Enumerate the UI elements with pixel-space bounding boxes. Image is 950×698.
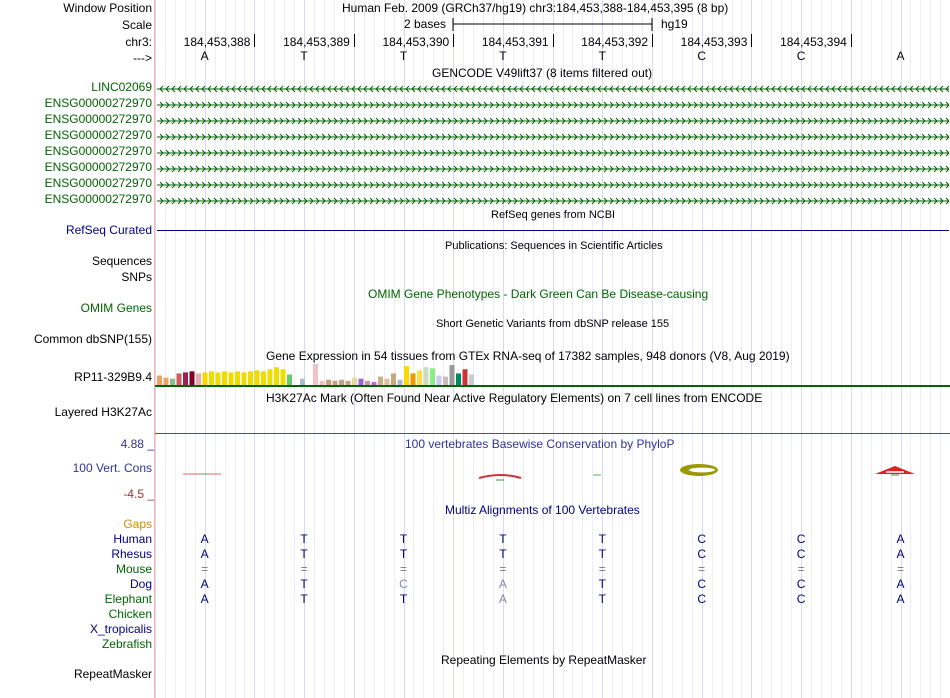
- multiz-base: A: [200, 577, 209, 591]
- multiz-species-label[interactable]: Zebrafish: [101, 637, 152, 651]
- multiz-base: A: [200, 592, 209, 606]
- multiz-base: =: [797, 562, 805, 576]
- multiz-base: A: [200, 547, 209, 561]
- ruler-position: 184,453,390: [382, 35, 450, 49]
- gencode-gene-label[interactable]: ENSG00000272970: [44, 128, 152, 142]
- gene-strand-arrows: [157, 196, 949, 206]
- gtex-tissue-bar[interactable]: [281, 369, 286, 385]
- multiz-base: C: [796, 592, 806, 606]
- gtex-tissue-bar[interactable]: [255, 370, 260, 385]
- gtex-tissue-bar[interactable]: [268, 369, 273, 385]
- multiz-track-title[interactable]: Multiz Alignments of 100 Vertebrates: [445, 503, 640, 517]
- scale-bar: [452, 17, 656, 33]
- gtex-tissue-bar[interactable]: [248, 371, 253, 385]
- gtex-tissue-bar[interactable]: [183, 372, 188, 385]
- h3k27ac-baseline: [155, 433, 950, 434]
- reference-base: C: [796, 49, 806, 63]
- ruler-position: 184,453,393: [680, 35, 748, 49]
- multiz-species-label[interactable]: Chicken: [108, 607, 152, 621]
- gtex-expression-bars[interactable]: [155, 364, 535, 386]
- multiz-base: A: [200, 532, 209, 546]
- multiz-base: C: [796, 547, 806, 561]
- gencode-gene-label[interactable]: ENSG00000272970: [44, 176, 152, 190]
- multiz-base: =: [598, 562, 606, 576]
- multiz-base: T: [598, 592, 606, 606]
- reference-base: T: [499, 49, 507, 63]
- gtex-tissue-bar[interactable]: [287, 375, 292, 386]
- window-position-label: Window Position: [63, 1, 152, 15]
- conservation-track-title[interactable]: 100 vertebrates Basewise Conservation by PhyloP: [405, 437, 675, 451]
- reference-base: C: [697, 49, 707, 63]
- reference-base: A: [896, 49, 905, 63]
- ruler-tick: [453, 34, 454, 47]
- multiz-base: T: [598, 577, 606, 591]
- repeatmasker-track-title[interactable]: Repeating Elements by RepeatMasker: [441, 653, 647, 667]
- multiz-base: =: [698, 562, 706, 576]
- gtex-tissue-bar[interactable]: [404, 366, 409, 385]
- multiz-base: C: [697, 592, 707, 606]
- gtex-tissue-bar[interactable]: [196, 373, 201, 385]
- gene-strand-arrows: [157, 100, 949, 110]
- gtex-tissue-bar[interactable]: [430, 368, 435, 385]
- gencode-gene-row[interactable]: [157, 83, 949, 93]
- gtex-tissue-bar[interactable]: [469, 375, 474, 386]
- scale-text: 2 bases: [404, 17, 447, 31]
- multiz-base: T: [399, 532, 408, 546]
- gene-strand-arrows: [157, 180, 949, 190]
- gtex-tissue-bar[interactable]: [313, 364, 318, 385]
- chrom-label: chr3:: [125, 35, 152, 49]
- multiz-base: C: [796, 532, 806, 546]
- gtex-tissue-bar[interactable]: [391, 373, 396, 385]
- scale-assembly: hg19: [661, 17, 688, 31]
- h3k27ac-label[interactable]: Layered H3K27Ac: [54, 405, 152, 419]
- multiz-base: C: [399, 577, 408, 591]
- multiz-species-label[interactable]: Mouse: [115, 562, 152, 576]
- gencode-gene-label[interactable]: LINC02069: [91, 80, 152, 94]
- gencode-gene-label[interactable]: ENSG00000272970: [44, 112, 152, 126]
- gencode-gene-label[interactable]: ENSG00000272970: [44, 160, 152, 174]
- gencode-gene-label[interactable]: ENSG00000272970: [44, 192, 152, 206]
- multiz-base: T: [300, 592, 308, 606]
- gtex-tissue-bar[interactable]: [274, 367, 279, 385]
- conservation-logo[interactable]: [155, 455, 950, 485]
- publications-sequences-label[interactable]: Sequences: [91, 254, 152, 268]
- dbsnp-label[interactable]: Common dbSNP(155): [33, 332, 152, 346]
- ruler-position: 184,453,391: [481, 35, 549, 49]
- gene-strand-arrows: [157, 164, 949, 174]
- multiz-base: A: [896, 592, 905, 606]
- multiz-base: T: [399, 592, 408, 606]
- multiz-base: T: [499, 532, 507, 546]
- reference-base: T: [300, 49, 308, 63]
- conservation-max-label: 4.88 _: [120, 437, 154, 451]
- gtex-track-title[interactable]: Gene Expression in 54 tissues from GTEx RNA-seq of 17382 samples, 948 donors (V8, Aug 2019): [266, 349, 790, 363]
- scale-label: Scale: [121, 18, 152, 32]
- repeatmasker-label[interactable]: RepeatMasker: [73, 667, 152, 681]
- ruler-tick: [751, 34, 752, 47]
- multiz-base: =: [896, 562, 904, 576]
- multiz-species-label[interactable]: Elephant: [104, 592, 152, 606]
- multiz-base: T: [300, 547, 308, 561]
- ruler-tick: [354, 34, 355, 47]
- gtex-tissue-bar[interactable]: [437, 376, 442, 385]
- multiz-species-label[interactable]: Rhesus: [111, 547, 152, 561]
- gtex-tissue-bar[interactable]: [177, 373, 182, 385]
- gencode-gene-row[interactable]: [157, 131, 949, 141]
- gtex-tissue-bar[interactable]: [216, 372, 221, 385]
- multiz-base: T: [598, 532, 606, 546]
- gtex-tissue-bar[interactable]: [424, 367, 429, 385]
- multiz-base: T: [598, 547, 606, 561]
- ruler-tick: [254, 34, 255, 47]
- gencode-gene-row[interactable]: [157, 147, 949, 157]
- gtex-gene-label[interactable]: RP11-329B9.4: [74, 370, 152, 384]
- multiz-base: A: [896, 577, 905, 591]
- gtex-tissue-bar[interactable]: [203, 372, 208, 385]
- multiz-base: A: [896, 532, 905, 546]
- gene-strand-arrows: [157, 132, 949, 142]
- gtex-tissue-bar[interactable]: [456, 373, 461, 385]
- multiz-base: A: [896, 547, 905, 561]
- multiz-base: C: [697, 547, 707, 561]
- h3k27ac-track-title[interactable]: H3K27Ac Mark (Often Found Near Active Regulatory Elements) on 7 cell lines from ENCODE: [266, 391, 763, 405]
- gtex-tissue-bar[interactable]: [352, 378, 357, 385]
- multiz-base: A: [498, 592, 507, 606]
- gencode-track-title[interactable]: GENCODE V49lift37 (8 items filtered out): [432, 66, 653, 80]
- ruler-tick: [553, 34, 554, 47]
- publications-track-title[interactable]: Publications: Sequences in Scientific Articles: [445, 240, 663, 252]
- multiz-base: C: [697, 577, 707, 591]
- gtex-tissue-bar[interactable]: [242, 372, 247, 385]
- ruler-tick: [652, 34, 653, 47]
- gtex-tissue-bar[interactable]: [229, 372, 234, 385]
- strand-label: --->: [133, 51, 152, 65]
- gtex-tissue-bar[interactable]: [450, 365, 455, 385]
- gtex-tissue-bar[interactable]: [378, 377, 383, 385]
- gencode-gene-label[interactable]: ENSG00000272970: [44, 96, 152, 110]
- gencode-gene-label[interactable]: ENSG00000272970: [44, 144, 152, 158]
- multiz-base: T: [300, 532, 308, 546]
- gene-strand-arrows: [157, 116, 949, 126]
- multiz-base: T: [300, 577, 308, 591]
- gene-strand-arrows: [157, 84, 949, 94]
- multiz-base: =: [300, 562, 308, 576]
- gene-strand-arrows: [157, 148, 949, 158]
- refseq-track-title[interactable]: RefSeq genes from NCBI: [491, 209, 616, 221]
- label-column-separator: [154, 0, 155, 698]
- reference-base: A: [200, 49, 209, 63]
- multiz-base: =: [499, 562, 507, 576]
- omim-track-title[interactable]: OMIM Gene Phenotypes - Dark Green Can Be Disease-causing: [368, 287, 709, 301]
- refseq-gene-line[interactable]: [157, 230, 949, 231]
- reference-base: T: [598, 49, 606, 63]
- gencode-gene-row[interactable]: [157, 99, 949, 109]
- reference-base: T: [399, 49, 408, 63]
- gtex-tissue-bar[interactable]: [417, 370, 422, 385]
- gencode-gene-row[interactable]: [157, 163, 949, 173]
- gencode-gene-row[interactable]: [157, 195, 949, 205]
- omim-label[interactable]: OMIM Genes: [80, 301, 152, 315]
- gtex-tissue-bar[interactable]: [222, 371, 227, 385]
- window-position-value: Human Feb. 2009 (GRCh37/hg19) chr3:184,453,388-184,453,395 (8 bp): [342, 1, 729, 15]
- dbsnp-track-title[interactable]: Short Genetic Variants from dbSNP release 155: [436, 318, 670, 330]
- gtex-tissue-bar[interactable]: [463, 369, 468, 385]
- gtex-tissue-bar[interactable]: [411, 373, 416, 385]
- ruler-tick: [851, 34, 852, 47]
- conservation-min-label: -4.5 _: [123, 487, 154, 501]
- refseq-label[interactable]: RefSeq Curated: [65, 223, 152, 237]
- multiz-base: T: [399, 547, 408, 561]
- multiz-base: =: [201, 562, 209, 576]
- gtex-tissue-bar[interactable]: [190, 371, 195, 385]
- multiz-base: C: [796, 577, 806, 591]
- multiz-species-label[interactable]: X_tropicalis: [89, 622, 152, 636]
- conservation-mark-pos6: [680, 464, 718, 476]
- multiz-base: T: [499, 547, 507, 561]
- conservation-mark-pos8: [875, 466, 915, 475]
- conservation-label[interactable]: 100 Vert. Cons: [72, 461, 152, 475]
- multiz-base: A: [498, 577, 507, 591]
- ruler-position: 184,453,394: [780, 35, 847, 49]
- ruler-position: 184,453,389: [283, 35, 350, 49]
- ruler-position: 184,453,392: [581, 35, 648, 49]
- multiz-gaps-label: Gaps: [123, 517, 152, 531]
- gencode-gene-row[interactable]: [157, 115, 949, 125]
- multiz-species-label[interactable]: Dog: [129, 577, 152, 591]
- gtex-gene-line: [155, 385, 950, 387]
- gencode-gene-row[interactable]: [157, 179, 949, 189]
- publications-snps-label[interactable]: SNPs: [121, 270, 152, 284]
- gtex-tissue-bar[interactable]: [209, 371, 214, 385]
- multiz-base: C: [697, 532, 707, 546]
- gtex-tissue-bar[interactable]: [261, 371, 266, 385]
- ruler-position: 184,453,388: [183, 35, 251, 49]
- conservation-mark-pos4: [479, 475, 521, 480]
- gtex-tissue-bar[interactable]: [443, 377, 448, 385]
- gtex-tissue-bar[interactable]: [157, 376, 162, 385]
- gtex-tissue-bar[interactable]: [235, 371, 240, 385]
- multiz-base: =: [399, 562, 407, 576]
- multiz-species-label[interactable]: Human: [113, 532, 152, 546]
- gtex-tissue-bar[interactable]: [164, 378, 169, 385]
